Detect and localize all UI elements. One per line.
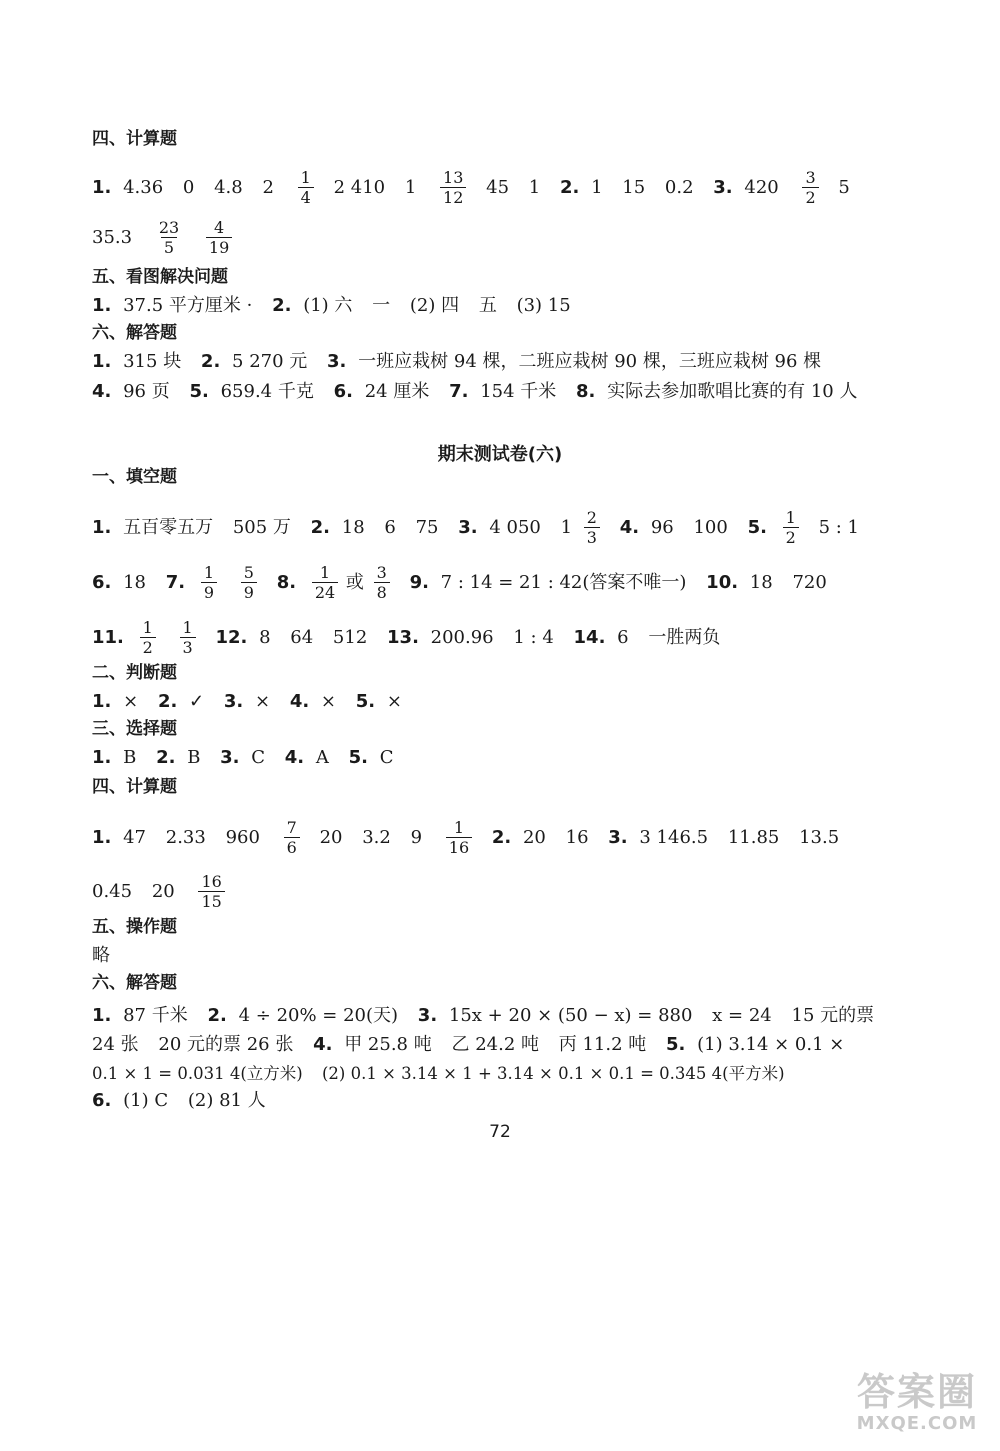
answer-value: 一 <box>372 295 391 316</box>
item-number: 9. <box>409 571 429 593</box>
section-heading-operation: 五、操作题 <box>92 917 177 937</box>
item-number: 13. <box>387 626 419 648</box>
answer-value: 315 块 <box>123 351 182 372</box>
answer-value: 16 <box>565 826 589 848</box>
answer-value: 15 <box>622 176 646 198</box>
answer-value: 20 <box>151 880 175 902</box>
answer-value: 实际去参加歌唱比赛的有 10 人 <box>607 381 858 402</box>
answer-value: 15x + 20 × (50 − x) = 880 <box>448 1005 693 1026</box>
item-number: 2. <box>207 1005 227 1026</box>
answer-value: 8 <box>259 626 271 648</box>
answer-value: 20 <box>319 826 343 848</box>
fraction: $\frac{1}{2}$ <box>140 618 156 657</box>
answer-value: 35.3 <box>92 226 133 248</box>
item-number: 5. <box>666 1034 686 1055</box>
answer-value: 4.36 <box>123 176 164 198</box>
section-heading-calc-2: 四、计算题 <box>92 777 177 797</box>
answer-value: 2.33 <box>165 826 206 848</box>
item-number: 4. <box>284 747 305 768</box>
item-number: 14. <box>573 626 606 648</box>
answer-value: × <box>320 691 337 712</box>
item-number: 1. <box>92 747 112 768</box>
fraction: $\frac{4}{19}$ <box>206 218 232 257</box>
answer-value: 45 <box>486 176 510 198</box>
answer-value: 512 <box>332 626 368 648</box>
answer-value: 7 : 14 = 21 : 42(答案不唯一) <box>440 571 687 593</box>
answer-line <box>92 1004 890 1028</box>
fraction: $\frac{7}{6}$ <box>284 818 300 857</box>
answer-value: 75 <box>415 516 439 538</box>
answer-value: 0.2 <box>664 176 694 198</box>
item-number: 2. <box>157 691 178 712</box>
item-number: 4. <box>619 516 640 538</box>
section-heading-word-problems: 六、解答题 <box>92 323 177 343</box>
answer-value: (1) 六 <box>303 295 353 316</box>
answer-value: × <box>123 691 139 712</box>
page-title: 期末测试卷(六) <box>437 444 563 465</box>
section-heading-multiple-choice: 三、选择题 <box>92 719 177 739</box>
answer-value: 0.45 <box>92 880 133 902</box>
answer-value: (2) 81 人 <box>187 1090 266 1111</box>
answer-value: 18 <box>749 571 773 593</box>
answer-line <box>92 872 890 911</box>
fraction: $\frac{1}{2}$ <box>783 508 799 547</box>
fraction: $\frac{2}{3}$ <box>584 508 600 547</box>
watermark-logo <box>842 1371 992 1441</box>
answer-value: 24 厘米 <box>364 381 430 402</box>
item-number: 5. <box>348 747 368 768</box>
answer-value: 20 <box>522 826 546 848</box>
fraction: $\frac{3}{2}$ <box>802 168 818 207</box>
answer-value: × <box>254 691 271 712</box>
answer-value: B <box>187 747 201 768</box>
answer-line <box>92 746 890 770</box>
item-number: 2. <box>156 747 176 768</box>
answer-value: 2 <box>262 176 274 198</box>
answer-value: 1 <box>528 176 541 198</box>
answer-value: x = 24 <box>712 1005 772 1026</box>
answer-value: 五 <box>478 295 497 316</box>
answer-line <box>92 690 890 714</box>
item-number: 4. <box>313 1034 333 1055</box>
answer-value: 6 <box>384 516 396 538</box>
watermark-site-text: MXQE.COM <box>856 1413 978 1434</box>
answer-value: 15 元的票 <box>791 1005 875 1026</box>
answer-value: 37.5 平方厘米 · <box>123 295 253 316</box>
answer-line <box>92 508 890 547</box>
answer-value: (2) 四 <box>409 295 460 316</box>
answer-value: B <box>123 747 137 768</box>
item-number: 4. <box>289 691 310 712</box>
answer-value: (1) C <box>123 1090 169 1111</box>
item-number: 1. <box>92 1005 112 1026</box>
item-number: 2. <box>200 351 221 372</box>
section-heading-word-problems-2: 六、解答题 <box>92 973 177 993</box>
answer-value: 一胜两负 <box>648 626 721 648</box>
item-number: 2. <box>491 826 512 848</box>
fraction: $\frac{23}{5}$ <box>158 218 180 257</box>
answer-line <box>92 1061 890 1086</box>
item-number: 10. <box>706 571 739 593</box>
answer-value: C <box>379 747 394 768</box>
answer-line <box>92 218 890 257</box>
item-number: 11. <box>92 626 124 648</box>
page-number: 72 <box>489 1122 511 1142</box>
answer-value: 5 : 1 <box>818 516 860 538</box>
answer-line: 略 <box>92 945 110 966</box>
section-heading-picture-problems: 五、看图解决问题 <box>92 267 228 287</box>
item-number: 4. <box>92 381 112 402</box>
answer-value: 甲 25.8 吨 <box>344 1034 432 1055</box>
fraction: $\frac{16}{15}$ <box>198 872 224 911</box>
answer-value: (3) 15 <box>516 295 571 316</box>
item-number: 8. <box>576 381 596 402</box>
answer-value: 20 元的票 26 张 <box>158 1034 294 1055</box>
answer-value: 1 : 4 <box>513 626 554 648</box>
answer-value: 505 万 <box>232 516 291 538</box>
item-number: 6. <box>92 1090 112 1111</box>
answer-value: A <box>315 747 329 768</box>
answer-line <box>92 168 890 207</box>
answer-value: 720 <box>792 571 827 593</box>
answer-value: 五百零五万 <box>123 516 214 538</box>
answer-value: 100 <box>693 516 728 538</box>
answer-line <box>92 380 890 404</box>
item-number: 1. <box>92 295 112 316</box>
answer-value: 87 千米 <box>123 1005 188 1026</box>
item-number: 1. <box>92 176 112 198</box>
answer-value: (1) 3.14 × 0.1 × <box>697 1034 845 1055</box>
answer-value: 960 <box>225 826 260 848</box>
item-number: 5. <box>189 381 209 402</box>
answer-line <box>92 563 890 602</box>
item-number: 2. <box>272 295 292 316</box>
fraction: $\frac{1}{24}$ <box>312 563 338 602</box>
item-number: 5. <box>747 516 767 538</box>
answer-value: 11.85 <box>727 826 780 848</box>
item-number: 12. <box>215 626 248 648</box>
answer-value: 9 <box>410 826 423 848</box>
answer-value: × <box>386 691 402 712</box>
answer-line <box>92 1033 890 1057</box>
answer-value: 659.4 千克 <box>220 381 314 402</box>
answer-value: 1 <box>404 176 417 198</box>
item-number: 3. <box>327 351 347 372</box>
answer-value: 0.1 × 1 = 0.031 4(立方米) <box>92 1063 303 1083</box>
item-number: 1. <box>92 351 112 372</box>
answer-value: 47 <box>123 826 147 848</box>
answer-value: 6 <box>617 626 629 648</box>
section-heading-fill-blank: 一、填空题 <box>92 467 177 487</box>
answer-value: 一班应栽树 94 棵，二班应栽树 90 棵，三班应栽树 96 棵 <box>358 351 822 372</box>
answer-value: 154 千米 <box>480 381 557 402</box>
answer-line <box>92 818 890 857</box>
section-heading-true-false: 二、判断题 <box>92 663 177 683</box>
item-number: 2. <box>310 516 331 538</box>
answer-value: 3 146.5 <box>639 826 709 848</box>
fraction: $\frac{3}{8}$ <box>374 563 390 602</box>
fraction: $\frac{1}{16}$ <box>446 818 472 857</box>
item-number: 3. <box>417 1005 438 1026</box>
answer-line <box>92 350 890 374</box>
fraction: $\frac{1}{9}$ <box>201 563 217 602</box>
item-number: 3. <box>608 826 628 848</box>
check-mark-icon: ✓ <box>189 691 205 712</box>
answer-value: 4.8 <box>214 176 243 198</box>
answer-value: 13.5 <box>799 826 840 848</box>
watermark-logo-text: 答案圈 <box>856 1370 977 1414</box>
answer-line <box>92 294 890 318</box>
item-number: 1. <box>92 826 112 848</box>
item-number: 1. <box>92 691 112 712</box>
answer-value: 1 <box>560 516 573 538</box>
item-number: 3. <box>223 691 244 712</box>
item-number: 6. <box>92 571 112 593</box>
answer-value: 24 张 <box>92 1034 139 1055</box>
answer-value: (2) 0.1 × 3.14 × 1 + 3.14 × 0.1 × 0.1 = 0.345 4(平方米) <box>321 1063 785 1083</box>
item-number: 7. <box>165 571 186 593</box>
answer-value: 200.96 <box>430 626 494 648</box>
answer-value: 3.2 <box>362 826 391 848</box>
answer-value: 420 <box>744 176 779 198</box>
answer-value: 或 <box>345 571 364 593</box>
answer-value: 丙 11.2 吨 <box>558 1034 647 1055</box>
answer-value: 96 页 <box>123 381 170 402</box>
item-number: 2. <box>559 176 580 198</box>
answer-value: 64 <box>290 626 314 648</box>
item-number: 8. <box>276 571 297 593</box>
item-number: 3. <box>220 747 240 768</box>
fraction: $\frac{1}{4}$ <box>298 168 314 207</box>
item-number: 5. <box>355 691 376 712</box>
answer-value: 5 270 元 <box>232 351 308 372</box>
answer-value: 4 ÷ 20% = 20(天) <box>238 1005 399 1026</box>
answer-value: C <box>251 747 266 768</box>
fraction: $\frac{5}{9}$ <box>241 563 257 602</box>
answer-value: 2 410 <box>333 176 386 198</box>
answer-value: 4 050 <box>489 516 541 538</box>
answer-line <box>92 618 890 657</box>
answer-value: 0 <box>182 176 195 198</box>
answer-value: 1 <box>591 176 603 198</box>
answer-value: 乙 24.2 吨 <box>451 1034 539 1055</box>
answer-value: 18 <box>123 571 147 593</box>
fraction: $\frac{13}{12}$ <box>440 168 466 207</box>
section-heading-calc: 四、计算题 <box>92 129 177 149</box>
item-number: 1. <box>92 516 112 538</box>
fraction: $\frac{1}{3}$ <box>180 618 196 657</box>
answer-value: 96 <box>650 516 674 538</box>
answer-value: 18 <box>341 516 365 538</box>
item-number: 7. <box>449 381 469 402</box>
item-number: 3. <box>713 176 733 198</box>
item-number: 3. <box>458 516 478 538</box>
answer-value: 5 <box>838 176 850 198</box>
answer-line <box>92 1089 890 1113</box>
item-number: 6. <box>333 381 353 402</box>
